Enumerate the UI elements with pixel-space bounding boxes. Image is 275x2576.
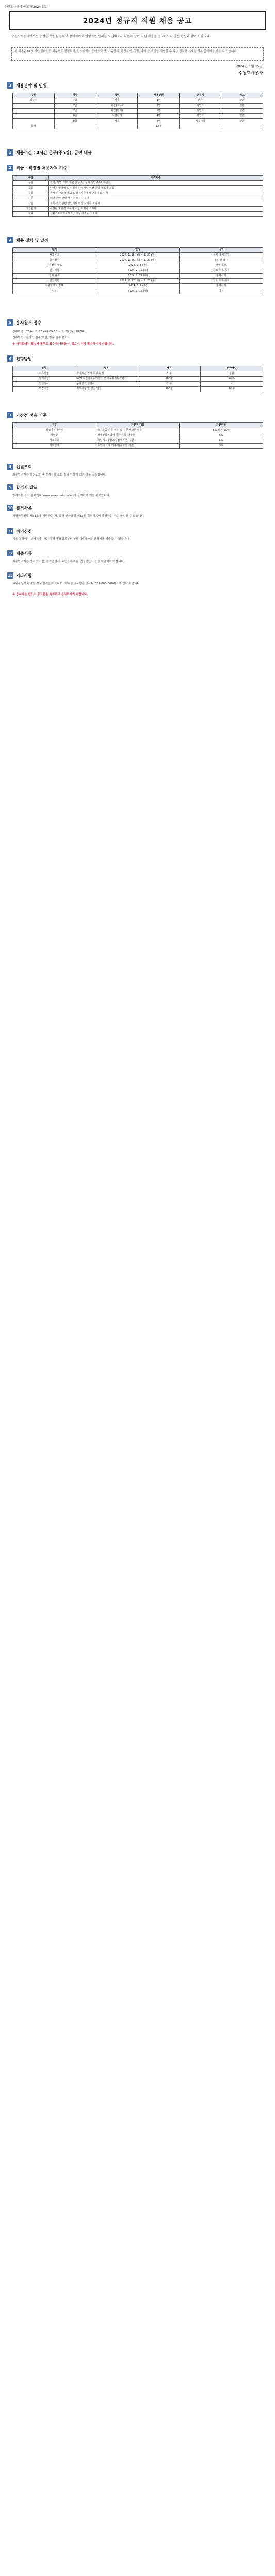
section-title: 결격사유 bbox=[16, 505, 32, 511]
table-cell: 원서접수 bbox=[13, 258, 96, 263]
table-row bbox=[13, 428, 263, 433]
table-cell: 2024. 1. 15.(월) ~ 1. 29.(월) bbox=[96, 253, 180, 258]
table-cell: 공통 bbox=[13, 191, 49, 196]
table-cell: 1배수 bbox=[200, 387, 263, 392]
table-row bbox=[13, 201, 263, 207]
table-header: 가산비율 bbox=[180, 423, 263, 428]
table-cell: 8급 bbox=[54, 119, 96, 124]
table-cell: 자격요건 적격 여부 확인 bbox=[75, 371, 138, 377]
table-cell: 홈페이지 bbox=[180, 274, 263, 279]
table-row bbox=[13, 382, 263, 387]
org-name: 수원도시공사 bbox=[238, 71, 263, 75]
table-cell bbox=[221, 124, 263, 129]
table-header: 일정 bbox=[96, 248, 180, 253]
table-cell: 일반 bbox=[221, 109, 263, 114]
table-cell: 기술 bbox=[13, 201, 49, 207]
table-row bbox=[13, 444, 263, 449]
section-title: 응시원서 접수 bbox=[16, 320, 42, 325]
table-cell: 서류전형 발표 bbox=[13, 263, 96, 268]
table-header: 구분 bbox=[13, 93, 55, 98]
table-header: 단계 bbox=[13, 248, 96, 253]
table-cell: 5% bbox=[180, 433, 263, 438]
table-cell: 4명 bbox=[138, 114, 180, 119]
table-cell: 시설관리 관련 기능사 이상 자격증 소지자 bbox=[49, 207, 263, 212]
notice-date: 2024년 1월 15일 bbox=[236, 64, 263, 69]
table-cell: - bbox=[200, 382, 263, 387]
table-cell: 토목·전기 관련 산업기사 이상 자격증 소지자 bbox=[49, 201, 263, 207]
table-header: 비고 bbox=[221, 93, 263, 98]
table-cell: 100점 bbox=[138, 377, 200, 382]
table-cell: 일반 bbox=[221, 119, 263, 124]
table-header: 비고 bbox=[180, 248, 263, 253]
table-cell: 일반 bbox=[221, 98, 263, 104]
table-cell: 사업소 bbox=[180, 109, 221, 114]
table-cell: 5% 또는 10% bbox=[180, 428, 263, 433]
application-note: ※ 마감일에는 접속자 폭주로 접수가 어려울 수 있으니 미리 접수하시기 바랍니다. bbox=[12, 343, 114, 346]
table-cell: 필기시험 bbox=[13, 268, 96, 274]
table-cell: 2024. 3. 18.(월) bbox=[96, 289, 180, 294]
table-cell: 기술(토목) bbox=[96, 104, 138, 109]
table-cell: 채용공고 bbox=[13, 253, 96, 258]
table-row bbox=[13, 196, 263, 201]
table-row bbox=[13, 438, 263, 444]
table-cell: 공사 인사규정 제13조 결격사유에 해당하지 않는 자 bbox=[49, 191, 263, 196]
table-cell: 취업지원대상자 bbox=[13, 428, 96, 433]
table-cell: 기술(전기) bbox=[96, 109, 138, 114]
table-cell: 공사 홈페이지 bbox=[180, 253, 263, 258]
table-row bbox=[13, 98, 263, 104]
table-cell: 7급 bbox=[54, 98, 96, 104]
table-cell: 체육 bbox=[13, 212, 49, 217]
table-cell: NCS 직업기초능력평가 및 직무수행능력평가 bbox=[75, 377, 138, 382]
table-row bbox=[13, 104, 263, 109]
section-title: 제출서류 bbox=[16, 551, 32, 556]
table-cell: 적·부 bbox=[138, 382, 200, 387]
table-cell: 국가유공자 등 예우 및 지원에 관한 법률 bbox=[96, 428, 180, 433]
table-cell: 2024. 2. 17.(토) bbox=[96, 268, 180, 274]
section-8-heading bbox=[7, 464, 32, 470]
title-box bbox=[9, 11, 266, 30]
section-title: 기타사항 bbox=[16, 573, 32, 578]
table-cell: 지역인재 bbox=[13, 444, 96, 449]
table-cell: 수원시 소재 거주자(공고일 기준) bbox=[96, 444, 180, 449]
table-header: 배점 bbox=[138, 366, 200, 371]
table-cell: 5% bbox=[180, 438, 263, 444]
table-cell: 장애인 bbox=[13, 433, 96, 438]
table-row bbox=[13, 191, 263, 196]
table-row bbox=[13, 253, 263, 258]
section-number: 3 bbox=[7, 165, 13, 171]
section-title: 채용 절차 및 일정 bbox=[16, 238, 48, 243]
table-cell: 2명 bbox=[138, 119, 180, 124]
table-cell: 일반 bbox=[221, 114, 263, 119]
table-cell: 2024. 1. 25.(목) ~ 1. 29.(월) bbox=[96, 258, 180, 263]
table-cell: 연령, 성별, 학력 제한 없음(단, 공사 정년 60세 미만자) bbox=[49, 181, 263, 186]
table-row bbox=[13, 371, 263, 377]
table-cell: 인성검사 bbox=[13, 382, 75, 387]
result-text: 합격자는 공사 홈페이지(www.suwonudc.co.kr)에 공지하며 개별 통보합니다. bbox=[12, 494, 110, 497]
table-header: 직급 bbox=[54, 93, 96, 98]
table-row bbox=[13, 263, 263, 268]
table-header: 내용 bbox=[75, 366, 138, 371]
section-10-heading bbox=[7, 505, 32, 511]
application-period: 접수기간 : 2024. 1. 25.(목) 09:00 ~ 1. 29.(월) 18:00 bbox=[12, 330, 84, 333]
table-row bbox=[13, 433, 263, 438]
table-cell: 3명 bbox=[138, 98, 180, 104]
table-header: 구분 bbox=[13, 176, 49, 181]
table-cell bbox=[13, 119, 55, 124]
section-9-heading bbox=[7, 484, 37, 490]
table-cell: 일반 bbox=[221, 104, 263, 109]
section-number: 13 bbox=[8, 573, 13, 578]
table-cell: 예정 bbox=[180, 289, 263, 294]
disqualify-text: 지방공무원법 제31조에 해당하는 자, 공사 인사규정 제13조 결격사유에 해당하는 자는 응시할 수 없습니다. bbox=[12, 515, 145, 518]
table-cell bbox=[13, 109, 55, 114]
table-row bbox=[13, 109, 263, 114]
table-cell bbox=[13, 104, 55, 109]
table-row bbox=[13, 284, 263, 289]
qualification-table bbox=[12, 175, 263, 217]
table-row bbox=[13, 124, 263, 129]
table-cell: 필기 발표 bbox=[13, 274, 96, 279]
background-check-text: 최종합격자는 신원조회 및 결격사유 조회 결과 이상이 없는 경우 임용합니다. bbox=[12, 473, 107, 477]
table-row bbox=[13, 258, 263, 263]
section-number: 12 bbox=[8, 551, 13, 555]
table-header: 직렬 bbox=[96, 93, 138, 98]
section-number: 6 bbox=[7, 355, 13, 362]
table-row bbox=[13, 114, 263, 119]
table-cell: 정규직 bbox=[13, 98, 55, 104]
table-cell: 2명 bbox=[138, 104, 180, 109]
table-cell: 필기시험 bbox=[13, 377, 75, 382]
table-cell: 2024. 3. 6.(수) bbox=[96, 284, 180, 289]
table-header: 구분 bbox=[13, 423, 96, 428]
table-header: 전형 bbox=[13, 366, 75, 371]
table-cell: 2024. 2. 21.(수) bbox=[96, 274, 180, 279]
table-cell: 홈페이지 bbox=[180, 284, 263, 289]
intro-notice-box: 본 채용은 NCS 기반 블라인드 채용으로 진행되며, 입사지원서 등에 학교명, 가족관계, 출신지역, 성별, 나이 등 개인을 식별할 수 있는 정보를 기재할 경우 불이익을 받을 수 있습니다. bbox=[11, 47, 264, 61]
section-title: 채용분야 및 인원 bbox=[16, 83, 47, 88]
table-cell: 사업소 bbox=[180, 114, 221, 119]
table-header: 근무지 bbox=[180, 93, 221, 98]
section-title: 채용조건 : 4시간 근무(주5일), 급여 내규 bbox=[16, 150, 92, 155]
table-cell: 2024. 2. 5.(월) bbox=[96, 263, 180, 268]
table-row bbox=[13, 186, 263, 191]
section-title: 전형방법 bbox=[16, 356, 32, 361]
table-cell: 합계 bbox=[13, 124, 55, 129]
section-title: 신원조회 bbox=[16, 464, 32, 469]
intro-text: 수원도시공사에서는 공정한 채용을 통하여 창의적이고 열정적인 인재를 모집하고자 다음과 같이 직원 채용을 공고하오니 많은 관심과 참여 바랍니다. bbox=[11, 35, 211, 38]
recruit-table bbox=[12, 93, 263, 129]
table-cell: 체육 bbox=[96, 119, 138, 124]
table-cell bbox=[180, 124, 221, 129]
table-cell: 온라인 인성검사 bbox=[75, 382, 138, 387]
table-cell: 시설관리 bbox=[96, 114, 138, 119]
table-row bbox=[13, 274, 263, 279]
section-title: 합격자 발표 bbox=[16, 485, 38, 490]
objection-text: 채용 결과에 이의가 있는 자는 결과 발표일로부터 7일 이내에 이의신청서를 제출할 수 있습니다. bbox=[12, 538, 131, 541]
table-cell: 체육시설 bbox=[180, 119, 221, 124]
table-cell: 장소 추후 공지 bbox=[180, 268, 263, 274]
section-number: 10 bbox=[8, 506, 13, 510]
table-cell: 사무 bbox=[96, 98, 138, 104]
section-number: 7 bbox=[7, 412, 13, 418]
table-cell: 최종합격자 발표 bbox=[13, 284, 96, 289]
section-number: 5 bbox=[7, 319, 13, 326]
section-12-heading bbox=[7, 550, 32, 556]
section-number: 9 bbox=[7, 484, 13, 490]
table-cell: 시설관리 bbox=[13, 207, 49, 212]
section-2-heading bbox=[7, 149, 92, 156]
section-11-heading bbox=[7, 528, 32, 534]
table-cell: 적·부 bbox=[138, 371, 200, 377]
table-cell bbox=[13, 114, 55, 119]
bonus-table bbox=[12, 422, 263, 449]
table-cell: 공통 bbox=[13, 186, 49, 191]
table-cell: 온라인 접수 bbox=[180, 258, 263, 263]
section-4-heading bbox=[7, 237, 48, 243]
page-title: 2024년 정규직 직원 채용 공고 bbox=[83, 17, 192, 25]
table-row bbox=[13, 212, 263, 217]
table-cell bbox=[54, 124, 96, 129]
table-cell: 5배수 bbox=[200, 377, 263, 382]
table-cell: 장애인복지법에 따른 등록 장애인 bbox=[96, 433, 180, 438]
section-number: 1 bbox=[7, 82, 13, 89]
table-cell: 서류전형 bbox=[13, 371, 75, 377]
table-cell: 해당 분야 관련 자격증 소지자 우대 bbox=[49, 196, 263, 201]
section-5-heading bbox=[7, 319, 41, 326]
table-cell: 개별 통보 bbox=[180, 263, 263, 268]
table-cell: 생활스포츠지도사 2급 이상 자격증 소지자 bbox=[49, 212, 263, 217]
documents-text: 최종합격자는 자격증 사본, 경력증명서, 주민등록초본, 건강진단서 등을 제출하여야 합니다. bbox=[12, 560, 125, 563]
table-cell: 사업소 bbox=[180, 104, 221, 109]
table-row bbox=[13, 119, 263, 124]
section-number: 4 bbox=[7, 237, 13, 243]
section-3-heading bbox=[7, 165, 67, 171]
notice-number: 수원도시공사 공고 제2024-3호 bbox=[4, 5, 47, 9]
section-number: 2 bbox=[7, 149, 13, 156]
table-row bbox=[13, 279, 263, 284]
table-row bbox=[13, 181, 263, 186]
table-cell: 12명 bbox=[138, 124, 180, 129]
table-cell bbox=[96, 124, 138, 129]
table-cell: 공통 bbox=[13, 181, 49, 186]
misc-text: 허위사실이 판명될 경우 합격을 취소하며, 기타 문의사항은 인사팀(031-000-0000)으로 연락 바랍니다. bbox=[12, 582, 141, 585]
table-cell: 7급 bbox=[54, 104, 96, 109]
exam-table bbox=[12, 366, 263, 392]
table-header: 가산점 대상 bbox=[96, 423, 180, 428]
table-cell: 남자는 병역필 또는 면제자(입사일 이전 전역 예정자 포함) bbox=[49, 186, 263, 191]
table-header: 채용인원 bbox=[138, 93, 180, 98]
table-row bbox=[13, 387, 263, 392]
table-cell: 전원 bbox=[200, 371, 263, 377]
table-cell: 본사 bbox=[180, 98, 221, 104]
table-row bbox=[13, 207, 263, 212]
table-row bbox=[13, 268, 263, 274]
section-title: 이의신청 bbox=[16, 529, 32, 534]
section-7-heading bbox=[7, 412, 47, 418]
table-cell: 면접시험 bbox=[13, 279, 96, 284]
table-header: 자격기준 bbox=[49, 176, 263, 181]
table-row bbox=[13, 289, 263, 294]
red-note: ※ 응시자는 반드시 공고문을 숙지하고 응시하시기 바랍니다. bbox=[12, 593, 88, 596]
table-cell: 2024. 2. 27.(화) ~ 2. 28.(수) bbox=[96, 279, 180, 284]
schedule-table bbox=[12, 247, 263, 294]
section-number: 8 bbox=[7, 464, 13, 470]
table-cell: 100점 bbox=[138, 387, 200, 392]
table-cell: 3% bbox=[180, 444, 263, 449]
section-number: 11 bbox=[8, 529, 13, 533]
table-cell: 8급 bbox=[54, 114, 96, 119]
table-cell: 면접시험 bbox=[13, 387, 75, 392]
table-cell: 7급 bbox=[54, 109, 96, 114]
table-row bbox=[13, 377, 263, 382]
table-cell: 저소득층 bbox=[13, 438, 96, 444]
table-cell: 사무 bbox=[13, 196, 49, 201]
table-header: 선발배수 bbox=[200, 366, 263, 371]
section-13-heading bbox=[7, 572, 32, 579]
section-title: 가산점 적용 기준 bbox=[16, 413, 47, 418]
table-cell: 임용 bbox=[13, 289, 96, 294]
table-cell: 1명 bbox=[138, 109, 180, 114]
section-1-heading bbox=[7, 82, 47, 89]
section-6-heading bbox=[7, 355, 32, 362]
table-cell: 국민기초생활보장법에 따른 수급자 bbox=[96, 438, 180, 444]
application-method: 접수방법 : 온라인 접수(우편, 방문 접수 불가) bbox=[12, 336, 69, 340]
section-title: 직급 · 직렬별 채용자격 기준 bbox=[16, 165, 68, 171]
table-cell: 직무역량 및 인성 면접 bbox=[75, 387, 138, 392]
table-cell: 장소 추후 공지 bbox=[180, 279, 263, 284]
